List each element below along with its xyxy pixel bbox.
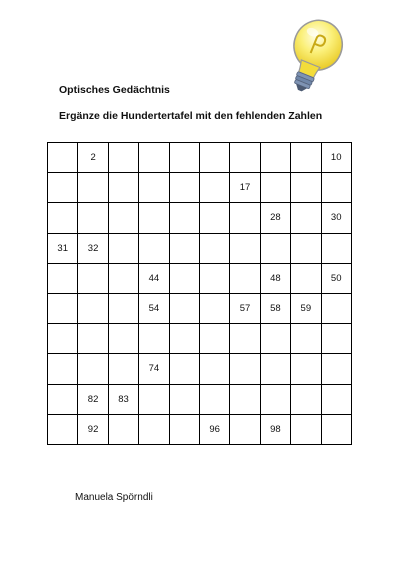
- grid-cell[interactable]: 2: [78, 143, 108, 173]
- grid-cell[interactable]: [199, 384, 229, 414]
- grid-cell[interactable]: [139, 384, 169, 414]
- grid-cell[interactable]: [199, 354, 229, 384]
- grid-cell[interactable]: [291, 233, 321, 263]
- grid-cell[interactable]: [108, 173, 138, 203]
- grid-cell[interactable]: [199, 293, 229, 323]
- grid-cell[interactable]: [139, 233, 169, 263]
- grid-cell[interactable]: [230, 414, 260, 444]
- grid-cell[interactable]: 10: [321, 143, 351, 173]
- grid-row: [48, 203, 352, 233]
- grid-cell[interactable]: [230, 263, 260, 293]
- grid-cell[interactable]: [169, 263, 199, 293]
- grid-cell[interactable]: 74: [139, 354, 169, 384]
- light-bulb-icon: [272, 14, 352, 96]
- grid-cell[interactable]: [169, 414, 199, 444]
- grid-cell[interactable]: 50: [321, 263, 351, 293]
- grid-cell[interactable]: [199, 263, 229, 293]
- grid-cell[interactable]: [260, 384, 290, 414]
- grid-cell[interactable]: [199, 203, 229, 233]
- grid-cell[interactable]: 28: [260, 203, 290, 233]
- grid-cell[interactable]: 98: [260, 414, 290, 444]
- grid-row: [48, 324, 352, 354]
- grid-cell[interactable]: 59: [291, 293, 321, 323]
- grid-cell[interactable]: [78, 263, 108, 293]
- grid-cell[interactable]: 44: [139, 263, 169, 293]
- grid-cell[interactable]: [291, 414, 321, 444]
- grid-cell[interactable]: [139, 173, 169, 203]
- grid-cell[interactable]: [291, 324, 321, 354]
- grid-cell[interactable]: [169, 293, 199, 323]
- grid-cell[interactable]: [48, 354, 78, 384]
- grid-cell[interactable]: [78, 324, 108, 354]
- grid-cell[interactable]: [139, 324, 169, 354]
- grid-cell[interactable]: [169, 203, 199, 233]
- grid-cell[interactable]: [169, 173, 199, 203]
- grid-cell[interactable]: [78, 354, 108, 384]
- author-name: Manuela Spörndli: [75, 492, 153, 503]
- grid-cell[interactable]: [48, 414, 78, 444]
- grid-cell[interactable]: [321, 414, 351, 444]
- grid-cell[interactable]: [48, 143, 78, 173]
- grid-cell[interactable]: [199, 143, 229, 173]
- grid-cell[interactable]: 17: [230, 173, 260, 203]
- grid-cell[interactable]: 48: [260, 263, 290, 293]
- grid-cell[interactable]: [48, 324, 78, 354]
- grid-cell[interactable]: 92: [78, 414, 108, 444]
- grid-row: [48, 263, 352, 293]
- grid-row: [48, 293, 352, 323]
- grid-cell[interactable]: 54: [139, 293, 169, 323]
- grid-cell[interactable]: [48, 293, 78, 323]
- grid-cell[interactable]: [260, 233, 290, 263]
- grid-cell[interactable]: [169, 384, 199, 414]
- grid-cell[interactable]: [169, 233, 199, 263]
- grid-cell[interactable]: [48, 384, 78, 414]
- grid-cell[interactable]: 96: [199, 414, 229, 444]
- grid-cell[interactable]: [108, 354, 138, 384]
- worksheet-instruction: Ergänze die Hundertertafel mit den fehlenden Zahlen: [59, 110, 323, 122]
- hundred-chart-grid: [47, 142, 352, 445]
- grid-cell[interactable]: [139, 414, 169, 444]
- grid-cell[interactable]: [199, 173, 229, 203]
- grid-cell[interactable]: [291, 143, 321, 173]
- grid-cell[interactable]: [108, 233, 138, 263]
- grid-cell[interactable]: 83: [108, 384, 138, 414]
- grid-cell[interactable]: [321, 173, 351, 203]
- grid-row: [48, 233, 352, 263]
- grid-cell[interactable]: [108, 414, 138, 444]
- grid-cell[interactable]: [321, 233, 351, 263]
- grid-cell[interactable]: [291, 203, 321, 233]
- grid-row: [48, 384, 352, 414]
- grid-cell[interactable]: 58: [260, 293, 290, 323]
- grid-cell[interactable]: [230, 233, 260, 263]
- grid-cell[interactable]: [169, 354, 199, 384]
- grid-cell[interactable]: [78, 203, 108, 233]
- grid-cell[interactable]: [291, 173, 321, 203]
- grid-cell[interactable]: [291, 263, 321, 293]
- grid-cell[interactable]: [169, 324, 199, 354]
- grid-cell[interactable]: [78, 173, 108, 203]
- grid-cell[interactable]: [199, 233, 229, 263]
- grid-cell[interactable]: [260, 324, 290, 354]
- grid-cell[interactable]: 30: [321, 203, 351, 233]
- grid-cell[interactable]: [230, 143, 260, 173]
- grid-cell[interactable]: 32: [78, 233, 108, 263]
- grid-cell[interactable]: [78, 293, 108, 323]
- grid-cell[interactable]: [260, 143, 290, 173]
- grid-cell[interactable]: [139, 203, 169, 233]
- grid-row: [48, 354, 352, 384]
- grid-cell[interactable]: [321, 324, 351, 354]
- grid-cell[interactable]: [48, 263, 78, 293]
- grid-cell[interactable]: [230, 354, 260, 384]
- grid-cell[interactable]: [321, 354, 351, 384]
- grid-cell[interactable]: 31: [48, 233, 78, 263]
- grid-cell[interactable]: [230, 203, 260, 233]
- grid-cell[interactable]: [321, 293, 351, 323]
- grid-cell[interactable]: [230, 384, 260, 414]
- grid-cell[interactable]: [108, 143, 138, 173]
- grid-cell[interactable]: [260, 354, 290, 384]
- grid-cell[interactable]: [108, 324, 138, 354]
- grid-cell[interactable]: [48, 203, 78, 233]
- grid-cell[interactable]: [199, 324, 229, 354]
- grid-cell[interactable]: [321, 384, 351, 414]
- grid-cell[interactable]: [169, 143, 199, 173]
- grid-cell[interactable]: [108, 263, 138, 293]
- grid-cell[interactable]: [291, 384, 321, 414]
- grid-row: [48, 414, 352, 444]
- grid-cell[interactable]: [291, 354, 321, 384]
- grid-cell[interactable]: [230, 324, 260, 354]
- grid-cell[interactable]: [260, 173, 290, 203]
- grid-cell[interactable]: 82: [78, 384, 108, 414]
- grid-cell[interactable]: [48, 173, 78, 203]
- grid-cell[interactable]: [139, 143, 169, 173]
- grid-cell[interactable]: [108, 293, 138, 323]
- grid-cell[interactable]: [108, 203, 138, 233]
- worksheet-title: Optisches Gedächtnis: [59, 84, 170, 96]
- grid-row: [48, 143, 352, 173]
- grid-row: [48, 173, 352, 203]
- grid-cell[interactable]: 57: [230, 293, 260, 323]
